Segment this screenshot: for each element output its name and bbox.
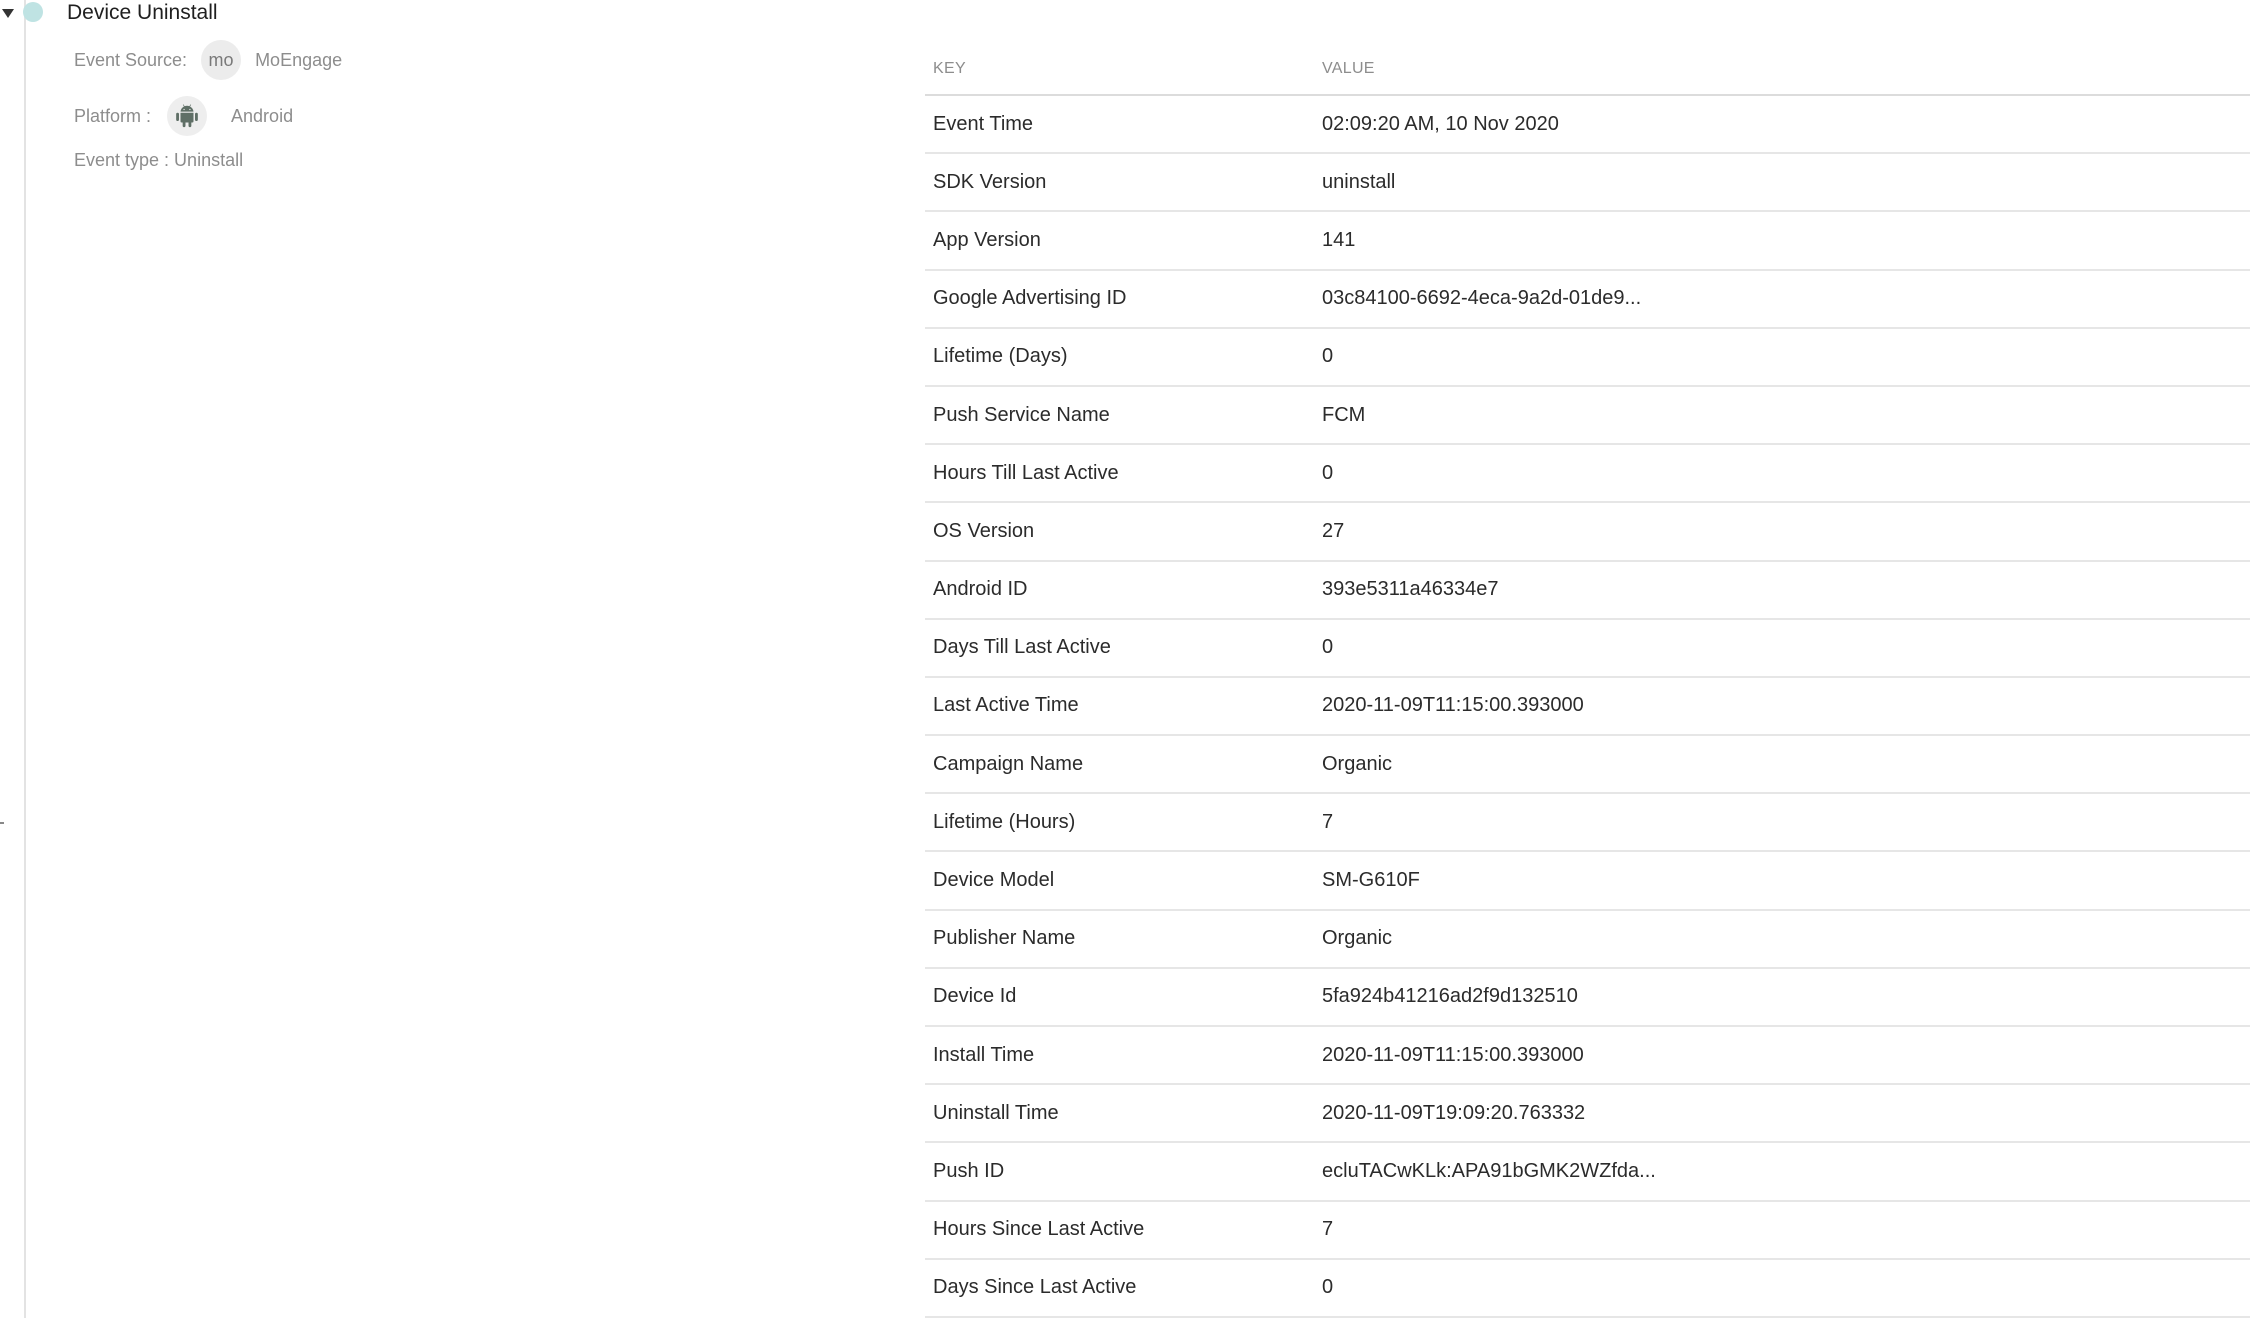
platform-row: [74, 96, 293, 136]
table-row: [925, 562, 2250, 620]
table-row: [925, 1085, 2250, 1143]
table-header: [925, 44, 2250, 96]
table-row: [925, 678, 2250, 736]
table-row: [925, 969, 2250, 1027]
row-key: Lifetime (Days): [933, 345, 1068, 368]
row-key: Android ID: [933, 578, 1028, 601]
table-row: [925, 736, 2250, 794]
table-row: [925, 1143, 2250, 1201]
android-icon-glyph: [174, 103, 200, 129]
table-row: [925, 96, 2250, 154]
table-row: [925, 1260, 2250, 1318]
table-row: [925, 620, 2250, 678]
timeline-rail: [24, 0, 26, 1318]
row-key: Device Id: [933, 985, 1017, 1008]
row-value: 2020-11-09T11:15:00.393000: [1322, 1043, 1584, 1066]
timeline-dot: [23, 2, 43, 22]
row-value: 7: [1322, 810, 1334, 833]
row-key: Push ID: [933, 1159, 1005, 1182]
row-key: Install Time: [933, 1043, 1035, 1066]
table-row: [925, 852, 2250, 910]
table-row: [925, 1027, 2250, 1085]
key-column-header: KEY: [933, 60, 966, 77]
row-value: 03c84100-6692-4eca-9a2d-01de9...: [1322, 287, 1642, 310]
row-value: 2020-11-09T19:09:20.763332: [1322, 1101, 1586, 1124]
row-value: 141: [1322, 228, 1356, 251]
row-value: 02:09:20 AM, 10 Nov 2020: [1322, 112, 1559, 135]
android-icon: [167, 96, 207, 136]
event-source-name: MoEngage: [255, 49, 343, 70]
value-column-header: VALUE: [1322, 60, 1375, 77]
row-value: 5fa924b41216ad2f9d132510: [1322, 985, 1578, 1008]
event-title: Device Uninstall: [67, 1, 218, 24]
table-row: [925, 212, 2250, 270]
row-value: 0: [1322, 345, 1334, 368]
source-badge: mo: [201, 40, 241, 80]
row-value: 7: [1322, 1218, 1334, 1241]
table-row: [925, 794, 2250, 852]
row-key: Days Since Last Active: [933, 1276, 1137, 1299]
row-key: Hours Till Last Active: [933, 461, 1119, 484]
row-key: Campaign Name: [933, 752, 1084, 775]
row-key: Hours Since Last Active: [933, 1218, 1145, 1241]
row-key: Days Till Last Active: [933, 636, 1111, 659]
event-type: Event type : Uninstall: [74, 150, 244, 170]
table-row: [925, 154, 2250, 212]
table-body: [925, 96, 2250, 1318]
event-source-row: [74, 40, 342, 80]
platform-name: Android: [231, 105, 294, 126]
platform-label: Platform :: [74, 105, 152, 126]
row-value: uninstall: [1322, 170, 1396, 193]
collapse-caret-icon[interactable]: [2, 9, 14, 18]
row-value: 0: [1322, 636, 1334, 659]
row-value: 0: [1322, 1276, 1334, 1299]
table-row: [925, 503, 2250, 561]
row-key: Last Active Time: [933, 694, 1079, 717]
table-row: [925, 329, 2250, 387]
row-key: Push Service Name: [933, 403, 1110, 426]
row-key: Event Time: [933, 112, 1034, 135]
timeline-tick: [0, 822, 4, 824]
table-row: [925, 1202, 2250, 1260]
row-value: Organic: [1322, 752, 1393, 775]
row-value: Organic: [1322, 927, 1393, 950]
row-value: 393e5311a46334e7: [1322, 578, 1499, 601]
row-value: 27: [1322, 519, 1345, 542]
row-value: ecluTACwKLk:APA91bGMK2WZfda...: [1322, 1159, 1656, 1182]
row-value: 2020-11-09T11:15:00.393000: [1322, 694, 1584, 717]
row-value: SM-G610F: [1322, 869, 1420, 892]
row-key: App Version: [933, 228, 1041, 251]
event-source-label: Event Source:: [74, 49, 188, 70]
row-value: FCM: [1322, 403, 1366, 426]
row-key: Publisher Name: [933, 927, 1076, 950]
table-row: [925, 445, 2250, 503]
row-key: Google Advertising ID: [933, 287, 1127, 310]
event-attributes-table: [925, 44, 2250, 1318]
row-key: Uninstall Time: [933, 1101, 1059, 1124]
table-row: [925, 911, 2250, 969]
row-key: OS Version: [933, 519, 1035, 542]
row-key: Lifetime (Hours): [933, 810, 1076, 833]
row-key: SDK Version: [933, 170, 1047, 193]
row-value: 0: [1322, 461, 1334, 484]
row-key: Device Model: [933, 869, 1055, 892]
table-row: [925, 387, 2250, 445]
table-row: [925, 271, 2250, 329]
